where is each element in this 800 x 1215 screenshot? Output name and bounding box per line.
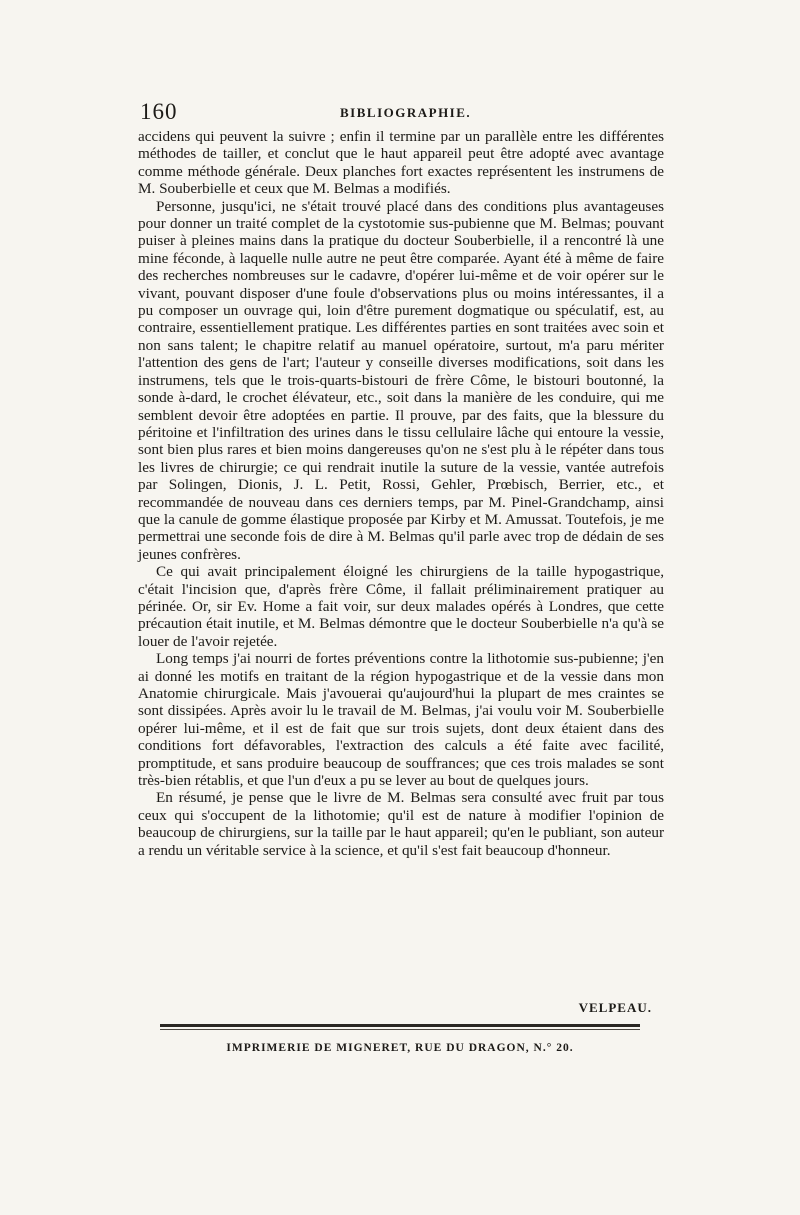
- divider-rule: [160, 1024, 640, 1027]
- paragraph: Personne, jusqu'ici, ne s'était trouvé placé dans des conditions plus avantageuses pour donner un traité complet de la cystotomie sus-pubienne que M. Belmas; pouvant puiser à pleines mains dans la pratique du docteur Souberbielle, il a rencontré là une mine féconde, à laquelle nulle autre ne peut être comparée. Ayant été à même de faire des recherches nombreuses sur le cadavre, d'opérer lui-même et de voir opérer sur le vivant, pouvant disposer d'une foule d'observations plus ou moins intéressantes, il a pu composer un ouvrage qui, loin d'être purement dogmatique ou spéculatif, est, au contraire, essentiellement pratique. Les différentes parties en sont traitées avec soin et non sans talent; le chapitre relatif au manuel opératoire, surtout, m'a paru mériter l'attention des gens de l'art; l'auteur y conseille diverses modifications, soit dans les instrumens, tels que le trois-quarts-bistouri de frère Côme, le bistouri boutonné, la sonde à-dard, le crochet élévateur, etc., soit dans la manière de les conduire, qui me semblent devoir être adoptées en partie. Il prouve, par des faits, que la blessure du péritoine et l'infiltration des urines dans le tissu cellulaire lâche qui entoure la vessie, sont bien plus rares et bien moins dangereuses qu'on ne s'est plu à le répéter dans tous les livres de chirurgie; ce qui rendrait inutile la suture de la vessie, vantée autrefois par Solingen, Dionis, J. L. Petit, Rossi, Gehler, Prœbisch, Berrier, etc., et recommandée de nouveau dans ces derniers temps, par M. Pinel-Grandchamp, ainsi que la canule de gomme élastique proposée par Kirby et M. Amussat. Toutefois, je me permettrai une seconde fois de dire à M. Belmas qu'il parle avec trop de dédain de ses jeunes confrères.: [138, 197, 664, 563]
- author-signature: VELPEAU.: [578, 1000, 652, 1015]
- printer-imprint: IMPRIMERIE DE MIGNERET, RUE DU DRAGON, N.° 20.: [226, 1042, 574, 1054]
- paragraph: En résumé, je pense que le livre de M. Belmas sera consulté avec fruit par tous ceux qui s'occupent de la lithotomie; qu'il est de nature à modifier l'opinion de beaucoup de chirurgiens, sur la taille par le haut appareil; qu'en le publiant, son auteur a rendu un véritable service à la science, et qu'il s'est fait beaucoup d'honneur.: [138, 789, 664, 859]
- paragraph: Long temps j'ai nourri de fortes préventions contre la lithotomie sus-pubienne; j'en ai donné les motifs en traitant de la région hypogastrique et de la vessie dans mon Anatomie chirurgicale. Mais j'avouerai qu'aujourd'hui la plupart de mes craintes se sont dissipées. Après avoir lu le travail de M. Belmas, j'ai voulu voir M. Souberbielle opérer lui-même, et il est de fait que sur trois sujets, dont deux étaient dans des conditions fort défavorables, l'extraction des calculs a été faite avec facilité, promptitude, et sans produire beaucoup de souffrances; que ces trois malades se sont très-bien rétablis, et que l'un d'eux a pu se lever au bout de quelques jours.: [138, 650, 664, 790]
- paragraph: accidens qui peuvent la suivre ; enfin il termine par un parallèle entre les différentes méthodes de tailler, et conclut que le haut appareil peut être adopté avec avantage comme méthode générale. Deux planches fort exactes représentent les instrumens de M. Souberbielle et ceux que M. Belmas a modifiés.: [138, 128, 664, 198]
- body-text: [138, 128, 664, 859]
- running-title: BIBLIOGRAPHIE.: [340, 105, 472, 120]
- paragraph: Ce qui avait principalement éloigné les chirurgiens de la taille hypogastrique, c'était l'incision que, d'après frère Côme, il fallait préliminairement pratiquer au périnée. Or, sir Ev. Home a fait voir, sur deux malades opérés à Londres, que cette précaution était inutile, et M. Belmas démontre que le docteur Souberbielle n'a qu'à se louer de l'avoir rejetée.: [138, 563, 664, 650]
- page-number: 160: [140, 99, 178, 124]
- page-header: [140, 98, 660, 126]
- divider-rule-thin: [160, 1029, 640, 1030]
